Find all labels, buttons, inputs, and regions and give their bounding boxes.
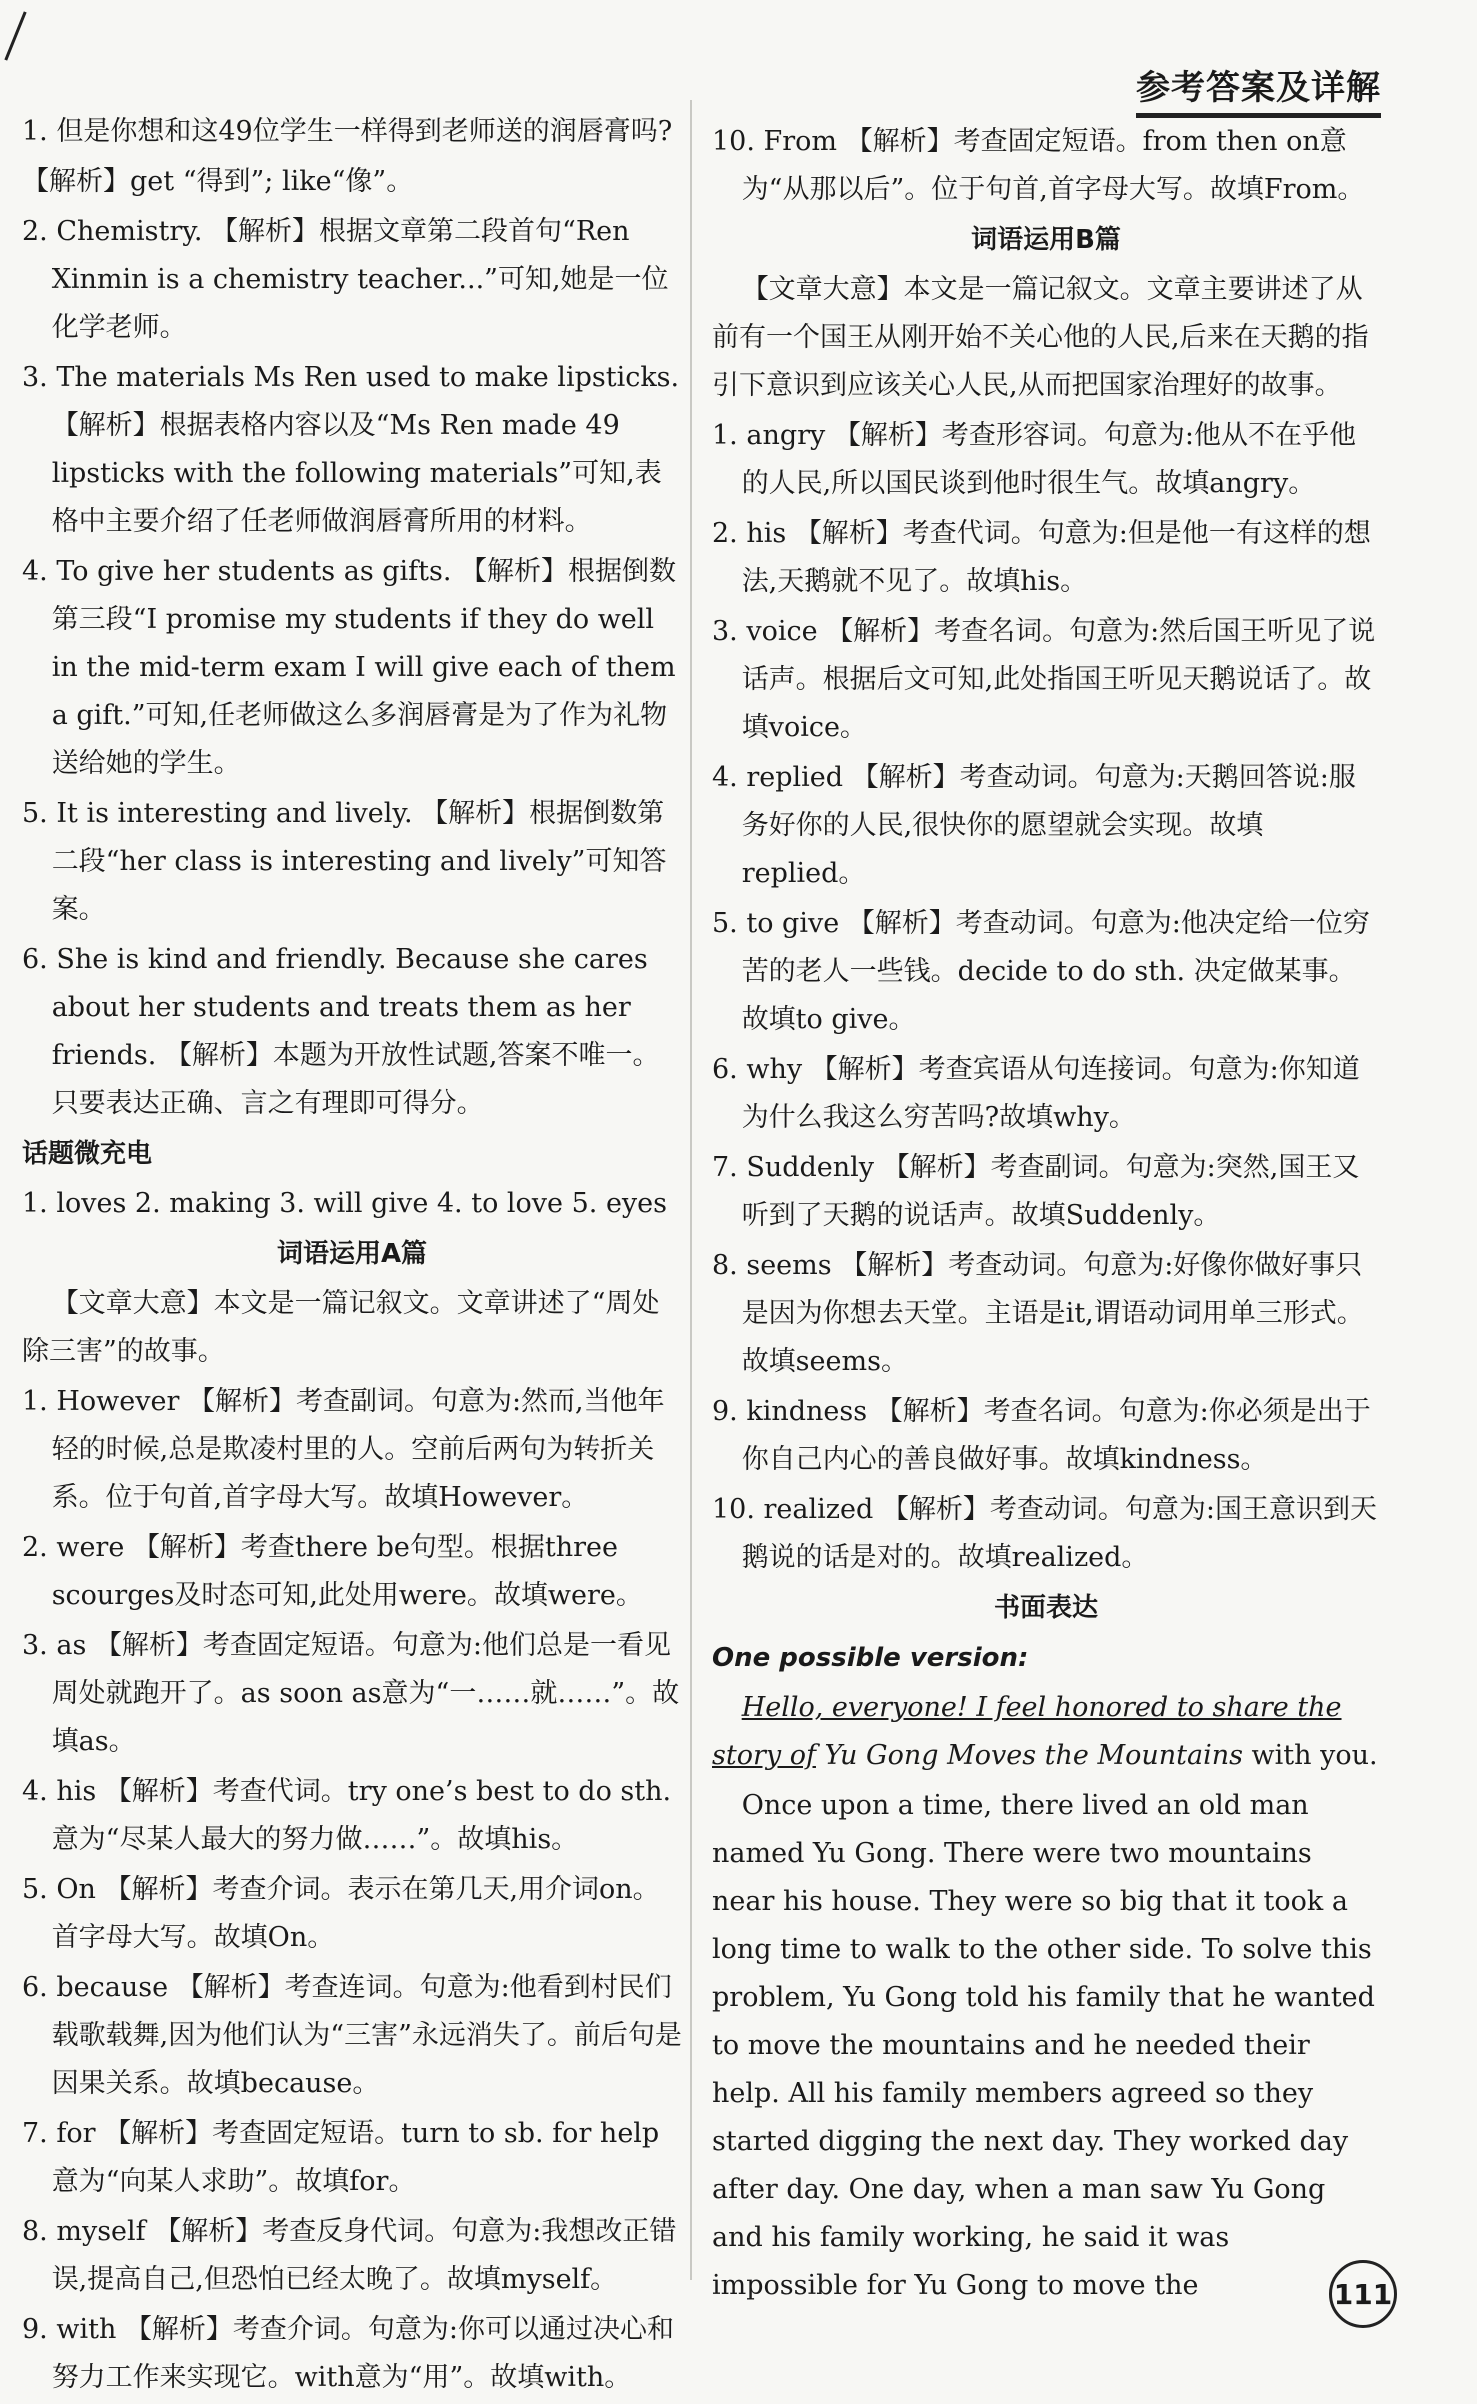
answer-line: 2. Chemistry. 【解析】根据文章第二段首句“Ren Xinmin is a chemistry teacher...”可知,她是一位化学老师。 — [22, 216, 669, 343]
section-a-item: 1. However 【解析】考查副词。句意为:然而,当他年轻的时候,总是欺凌村里的人。空前后两句为转折关系。位于句首,首字母大写。故填However。 — [22, 1386, 665, 1513]
answer-line: 6. She is kind and friendly. Because she cares about her students and treats them as her friends. 【解析】本题为开放性试题,答案不唯一。只要表达正确、言之有理即可得分。 — [22, 944, 660, 1119]
section-b-title: 词语运用B篇 — [971, 225, 1121, 255]
page-number: 111 — [1329, 2260, 1397, 2328]
right-column — [712, 118, 1380, 2312]
section-b-summary: 【文章大意】本文是一篇记叙文。文章主要讲述了从前有一个国王从刚开始不关心他的人民,后来在天鹅的指引下意识到应该关心人民,从而把国家治理好的故事。 — [712, 274, 1369, 401]
section-a-item: 2. were 【解析】考查there be句型。根据three scourges及时态可知,此处用were。故填were。 — [22, 1532, 643, 1611]
version-label: One possible version: — [712, 1643, 1029, 1673]
section-b-item: 10. realized 【解析】考查动词。句意为:国王意识到天鹅说的话是对的。故填realized。 — [712, 1494, 1377, 1573]
section-a-item: 6. because 【解析】考查连词。句意为:他看到村民们载歌载舞,因为他们认为“三害”永远消失了。前后句是因果关系。故填because。 — [22, 1972, 682, 2099]
section-b-item: 4. replied 【解析】考查动词。句意为:天鹅回答说:服务好你的人民,很快你的愿望就会实现。故填replied。 — [712, 762, 1356, 889]
section-b-item: 1. angry 【解析】考查形容词。句意为:他从不在乎他的人民,所以国民谈到他时很生气。故填angry。 — [712, 420, 1356, 499]
section-b-item: 8. seems 【解析】考查动词。句意为:好像你做好事只是因为你想去天堂。主语是it,谓语动词用单三形式。故填seems。 — [712, 1250, 1364, 1377]
answer-line: 3. The materials Ms Ren used to make lipsticks. 【解析】根据表格内容以及“Ms Ren made 49 lipsticks with the following materials”可知,表格中主要介绍了任老师做润唇膏所用的材料。 — [22, 362, 680, 537]
section-a-item: 9. with 【解析】考查介词。句意为:你可以通过决心和努力工作来实现它。with意为“用”。故填with。 — [22, 2314, 675, 2393]
section-a-item: 5. On 【解析】考查介词。表示在第几天,用介词on。首字母大写。故填On。 — [22, 1874, 660, 1953]
topic-title: 话题微充电 — [22, 1139, 153, 1169]
section-a-item: 3. as 【解析】考查固定短语。句意为:他们总是一看见周处就跑开了。as soon as意为“一……就……”。故填as。 — [22, 1630, 680, 1757]
essay-opening — [712, 1684, 1380, 1780]
section-a-summary: 【文章大意】本文是一篇记叙文。文章讲述了“周处除三害”的故事。 — [22, 1288, 660, 1367]
essay-story-title: Yu Gong Moves the Mountains — [824, 1740, 1243, 1771]
answer-line: 4. To give her students as gifts. 【解析】根据倒数第三段“I promise my students if they do well in the mid-term exam I will give each of them a gift.”可知,任老师做这么多润唇膏是为了作为礼物送给她的学生。 — [22, 556, 677, 779]
topic-answers: 1. loves 2. making 3. will give 4. to love 5. eyes — [22, 1188, 668, 1219]
essay-opening-text: Hello, everyone! I feel honored to share the story of — [712, 1692, 1342, 1771]
answer-line: 【解析】get “得到”; like“像”。 — [22, 166, 414, 197]
corner-mark — [4, 11, 26, 60]
section-b-item: 6. why 【解析】考查宾语从句连接词。句意为:你知道为什么我这么穷苦吗?故填why。 — [712, 1054, 1360, 1133]
answer-line: 1. 但是你想和这49位学生一样得到老师送的润唇膏吗? — [22, 116, 673, 147]
section-a-item: 8. myself 【解析】考查反身代词。句意为:我想改正错误,提高自己,但恐怕已经太晚了。故填myself。 — [22, 2216, 677, 2295]
section-b-item: 3. voice 【解析】考查名词。句意为:然后国王听见了说话声。根据后文可知,此处指国王听见天鹅说话了。故填voice。 — [712, 616, 1376, 743]
section-b-item: 5. to give 【解析】考查动词。句意为:他决定给一位穷苦的老人一些钱。decide to do sth. 决定做某事。故填to give。 — [712, 908, 1370, 1035]
section-a-title: 词语运用A篇 — [276, 1239, 428, 1269]
section-b-item: 7. Suddenly 【解析】考查副词。句意为:突然,国王又听到了天鹅的说话声。故填Suddenly。 — [712, 1152, 1360, 1231]
essay-opening-tail: with you. — [1242, 1740, 1378, 1771]
essay-body: Once upon a time, there lived an old man named Yu Gong. There were two mountains near his house. They were so big that it took a long time to walk to the other side. To solve this problem, Yu Gong told his family that he wanted to move the mountains and he needed their help. All his family members agreed so they started digging the next day. They worked day after day. One day, when a man saw Yu Gong and his family working, he said it was impossible for Yu Gong to move the — [712, 1790, 1375, 2301]
section-b-item: 9. kindness 【解析】考查名词。句意为:你必须是出于你自己内心的善良做好事。故填kindness。 — [712, 1396, 1371, 1475]
answer-line: 10. From 【解析】考查固定短语。from then on意为“从那以后”。位于句首,首字母大写。故填From。 — [712, 126, 1365, 205]
answer-line: 5. It is interesting and lively. 【解析】根据倒数第二段“her class is interesting and lively”可知答案。 — [22, 798, 667, 925]
column-divider — [690, 100, 692, 2280]
writing-title: 书面表达 — [993, 1593, 1098, 1623]
section-a-item: 7. for 【解析】考查固定短语。turn to sb. for help意为“向某人求助”。故填for。 — [22, 2118, 660, 2197]
section-b-item: 2. his 【解析】考查代词。句意为:但是他一有这样的想法,天鹅就不见了。故填his。 — [712, 518, 1371, 597]
header-title: 参考答案及详解 — [1136, 60, 1381, 118]
section-a-item: 4. his 【解析】考查代词。try one’s best to do sth. 意为“尽某人最大的努力做……”。故填his。 — [22, 1776, 672, 1855]
left-column — [22, 108, 682, 2404]
